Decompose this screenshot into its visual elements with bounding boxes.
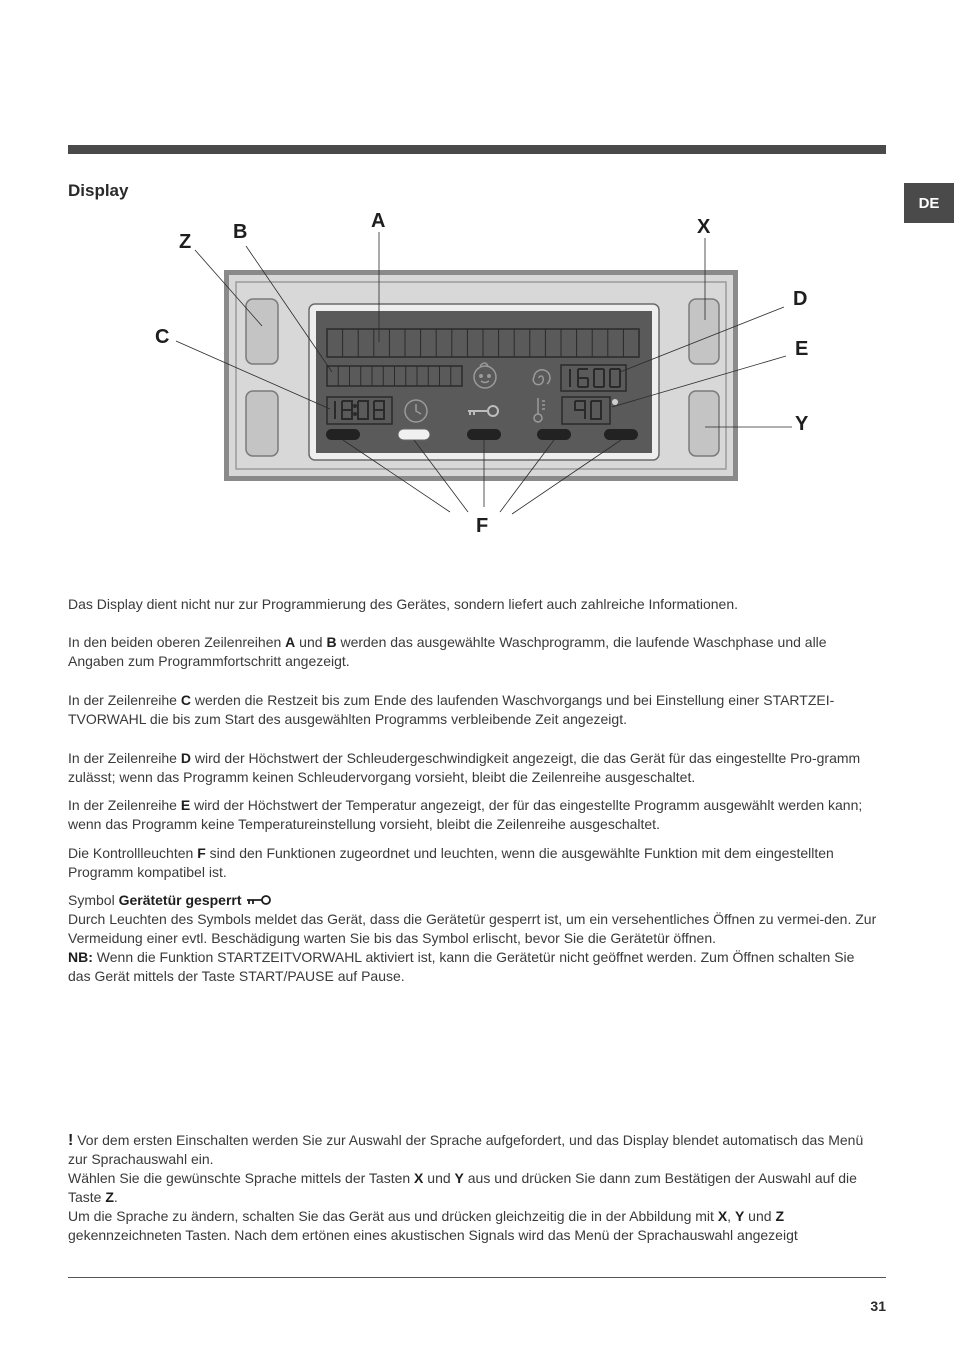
language-note: ! Vor dem ersten Einschalten werden Sie zur Auswahl der Sprache aufgefordert, und das Display blendet automatisch das Menü zur Sprachauswahl ein. Wählen Sie die gewünschte Sprache mittels der Tasten X und Y aus und drücken Sie dann zum Bestätigen der Auswahl auf die Taste Z. Um die Sprache zu ändern, schalten Sie das Gerät aus und drücken gleichzeitig die in der Abbildung mit X, Y und Z gekennzeichneten Tasten. Nach dem ertönen eines akustischen Signals wird das Menü der Sprachauswahl angezeigt [68,1132,864,1243]
paragraph-row-d: In der Zeilenreihe D wird der Höchstwert der Schleudergeschwindigkeit angezeigt, die das Gerät für das eingestellte Pro-gramm zulässt; wenn das Programm keinen Schleudervorgang vorsieht, bleibt die Zeilenreihe ausgeschaltet. [68,750,861,785]
callout-e: E [795,338,809,360]
paragraph-intro: Das Display dient nicht nur zur Programmierung des Gerätes, sondern liefert auch zahlreiche Informationen. [68,596,738,612]
paragraph-rows-ab: In den beiden oberen Zeilenreihen A und B werden das ausgewählte Waschprogramm, die laufende Waschphase und alle Angaben zum Programmfortschritt angezeigt. [68,634,827,669]
callout-a: A [371,210,386,232]
warning-mark: ! [68,1132,74,1149]
callout-c: C [155,326,170,348]
paragraph-door-lock: Symbol Gerätetür gesperrt Durch Leuchten des Symbols meldet das Gerät, dass die Gerätetür gesperrt ist, um ein versehentliches Öffnen zu vermei-den. Zur Vermeidung einer evtl. Beschädigung warten Sie bis das Symbol erlischt, bevor Sie die Gerätetür öffnen. NB: Wenn die Funktion STARTZEITVORWAHL aktiviert ist, kann die Gerätetür nicht geöffnet werden. Zum Öffnen schalten Sie das Gerät mittels der Taste START/PAUSE auf Pause. [68,892,877,984]
paragraph-row-e: In der Zeilenreihe E wird der Höchstwert der Temperatur angezeigt, der für das eingestellte Programm ausgewählt werden kann; wenn das Programm keine Temperatureinstellung vorsieht, bleibt die Zeilenreihe ausgeschaltet. [68,797,863,832]
paragraph-leds-f: Die Kontrollleuchten F sind den Funktionen zugeordnet und leuchten, wenn die ausgewählte Funktion mit dem eingestellten Programm kompatibel ist. [68,845,834,880]
button-left-lower[interactable] [246,391,278,456]
callout-f: F [476,515,489,537]
button-x[interactable] [689,299,719,364]
display-diagram [0,0,954,560]
callout-b: B [233,221,248,243]
button-y[interactable] [689,391,719,456]
callout-d: D [793,288,808,310]
callout-z: Z [179,231,192,253]
language-tab: DE [904,183,954,223]
callout-y: Y [795,413,809,435]
paragraph-row-c: In der Zeilenreihe C werden die Restzeit bis zum Ende des laufenden Waschvorgangs und bei Einstellung einer STARTZEI-TVORWAHL die bis zum Start des ausgewählten Programms verbleibende Zeit angezeigt. [68,692,835,727]
page-number: 31 [870,1298,886,1314]
callout-x: X [697,216,711,238]
button-z[interactable] [246,299,278,364]
door-lock-key-icon [245,894,273,906]
footer-rule [68,1277,886,1278]
section-title: Display [68,181,129,200]
row-a-segments [327,329,639,357]
